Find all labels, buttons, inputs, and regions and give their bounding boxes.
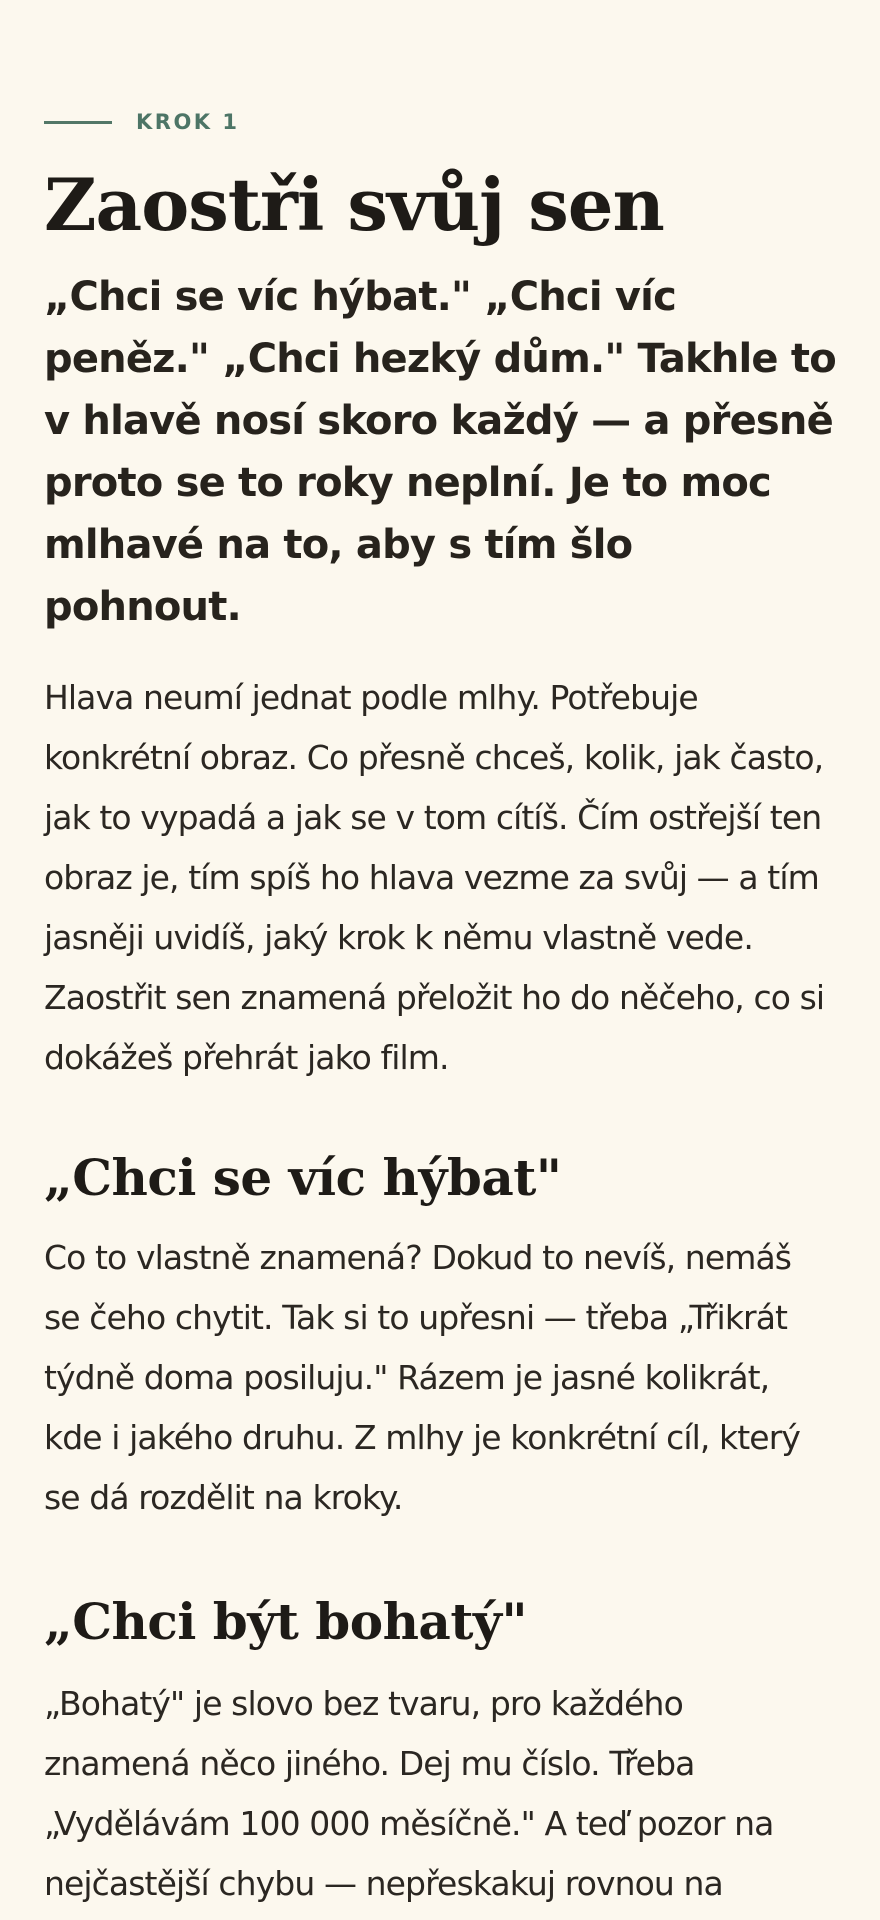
section-body-move: Co to vlastně znamená? Dokud to nevíš, nemáš se čeho chytit. Tak si to upřesni — třeba „Třikrát týdně doma posiluju." Rázem je jasné kolikrát, kde i jakého druhu. Z mlhy je konkrétní cíl, který se dá rozdělit na kroky.	[44, 1238, 800, 1517]
section-body-rich: „Bohatý" je slovo bez tvaru, pro každého znamená něco jiného. Dej mu číslo. Třeba „Vydělávám 100 000 měsíčně." A teď pozor na nejčastější chybu — nepřeskakuj rovnou na	[44, 1684, 774, 1903]
lead-paragraph: „Chci se víc hýbat." „Chci víc peněz." „Chci hezký dům." Takhle to v hlavě nosí skoro každý — a přesně proto se to roky neplní. Je to moc mlhavé na to, aby s tím šlo pohnout.	[44, 274, 836, 630]
step-label: KROK 1	[136, 110, 240, 134]
section-heading-move: „Chci se víc hýbat"	[44, 1148, 562, 1207]
page-title: Zaostři svůj sen	[44, 162, 664, 247]
eyebrow-rule	[44, 121, 112, 124]
section-heading-rich: „Chci být bohatý"	[44, 1592, 528, 1651]
intro-paragraph: Hlava neumí jednat podle mlhy. Potřebuje konkrétní obraz. Co přesně chceš, kolik, jak často, jak to vypadá a jak se v tom cítíš. Čím ostřejší ten obraz je, tím spíš ho hlava vezme za svůj — a tím jasněji uvidíš, jaký krok k němu vlastně vede. Zaostřit sen znamená přeložit ho do něčeho, co si dokážeš přehrát jako film.	[44, 678, 825, 1077]
step-eyebrow	[44, 110, 836, 134]
